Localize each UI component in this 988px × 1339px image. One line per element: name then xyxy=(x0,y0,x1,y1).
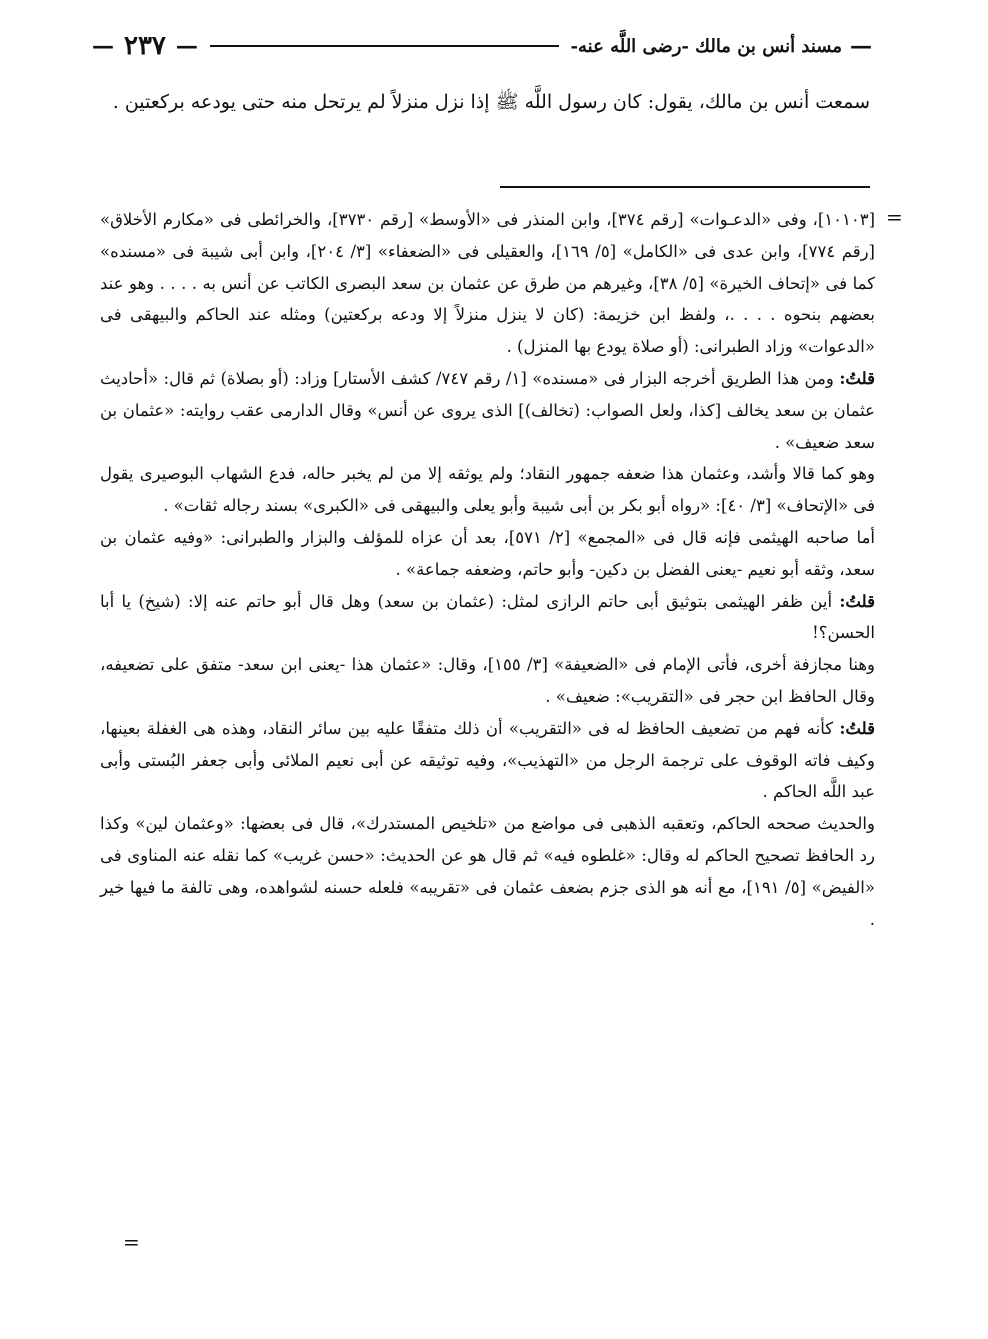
continued-marker: = xyxy=(123,1230,140,1254)
footnote-paragraph: [١٠١٠٣]، وفى «الدعـوات» [رقم ٣٧٤]، وابن المنذر فى «الأوسط» [رقم ٣٧٣٠]، والخرائطى فى «مكارم الأخلاق» [رقم ٧٧٤]، وابن عدى فى «الكامل» [٥/ ١٦٩]، والعقيلى فى «الضعفاء» [٣/ ٢٠٤]، وابن أبى شيبة فى «مسنده» كما فى «إتحاف الخيرة» [٥/ ٣٨]، وغيرهم من طرق عن عثمان بن سعد البصرى الكاتب عن أنس به . . . . وهو عند بعضهم بنحوه . . . .، ولفظ ابن خزيمة: (كان لا ينزل منزلاً إلا ودعه بركعتين) ومثله عند الحاكم والبيهقى فى «الدعوات» وزاد الطبرانى: (أو صلاة يودع بها المنزل) . xyxy=(100,210,876,357)
footnote-paragraph: أما صاحبه الهيثمى فإنه قال فى «المجمع» [٢/ ٥٧١]، بعد أن عزاه للمؤلف والبزار والطبرانى: «وفيه عثمان بن سعد، وثقه أبو نعيم -يعنى الفضل بن دكين- وأبو حاتم، وضعفه جماعة» . xyxy=(100,527,875,579)
continuation-marker: = xyxy=(886,205,903,229)
footnote-lead: قلتُ: xyxy=(839,718,875,738)
hadith-text xyxy=(100,84,870,120)
footnote-paragraph: والحديث صححه الحاكم، وتعقبه الذهبى فى مواضع من «تلخيص المستدرك»، قال فى بعضها: «وعثمان لين» وكذا رد الحافظ تصحيح الحاكم له وقال: «غلطوه فيه» ثم قال هو عن الحديث: «حسن غريب» كما نقله عنه المناوى فى «الفيض» [٥/ ١٩١]، مع أنه هو الذى جزم بضعف عثمان فى «تقريبه» فلعله حسنه لشواهده، وهى تالفة ما فيها خير . xyxy=(100,814,875,929)
hadith-paragraph: سمعت أنس بن مالك، يقول: كان رسول اللَّه ﷺ إذا نزل منزلاً لم يرتحل منه حتى يودعه بركعتين . xyxy=(112,91,870,113)
footnotes xyxy=(100,204,875,935)
page-number: ٢٣٧ xyxy=(124,31,166,61)
footnote-separator xyxy=(500,186,870,188)
page-header: — مسند أنس بن مالك -رضى اللَّه عنه- — ٢٣٧ — xyxy=(92,31,872,61)
running-title: مسند أنس بن مالك -رضى اللَّه عنه- xyxy=(570,35,842,57)
footnote-paragraph: قلتُ: ومن هذا الطريق أخرجه البزار فى «مسنده» [١/ رقم ٧٤٧/ كشف الأستار] وزاد: (أو بصلاة) ثم قال: «أحاديث عثمان بن سعد يخالف [كذا، ولعل الصواب: (تخالف)] الذى يروى عن أنس» وقال الدارمى عقب روايته: «عثمان بن سعد ضعيف» . xyxy=(100,368,875,452)
footnote-paragraph: قلتُ: كأنه فهم من تضعيف الحافظ له فى «التقريب» أن ذلك متفقًا عليه بين سائر النقاد، وهذه هى الغفلة بعينها، وكيف فاته الوقوف على ترجمة الرجل من «التهذيب»، وفيه توثيقه عن أبى نعيم الملائى وأبى جعفر البُستى وأبى عبد اللَّه الحاكم . xyxy=(100,718,875,802)
footnote-paragraph: قلتُ: أين ظفر الهيثمى بتوثيق أبى حاتم الرازى لمثل: (عثمان بن سعد) وهل قال أبو حاتم عنه إلا: (شيخ) يا أبا الحسن؟! xyxy=(100,591,875,643)
footnote-paragraph: وهو كما قالا وأشد، وعثمان هذا ضعفه جمهور النقاد؛ ولم يوثقه إلا من لم يخبر حاله، فدع الشهاب البوصيرى يقول فى «الإتحاف» [٣/ ٤٠]: «رواه أبو بكر بن أبى شيبة وأبو يعلى والبيهقى فى «الكبرى» بسند رجاله ثقات» . xyxy=(100,464,875,516)
footnote-lead: قلتُ: xyxy=(839,591,875,611)
header-rule xyxy=(210,45,559,47)
footnote-lead: قلتُ: xyxy=(839,368,875,388)
footnote-paragraph: وهنا مجازفة أخرى، فأتى الإمام فى «الضعيفة» [٣/ ١٥٥]، وقال: «عثمان هذا -يعنى ابن سعد- متفق على تضعيفه، وقال الحافظ ابن حجر فى «التقريب»: ضعيف» . xyxy=(100,655,876,706)
